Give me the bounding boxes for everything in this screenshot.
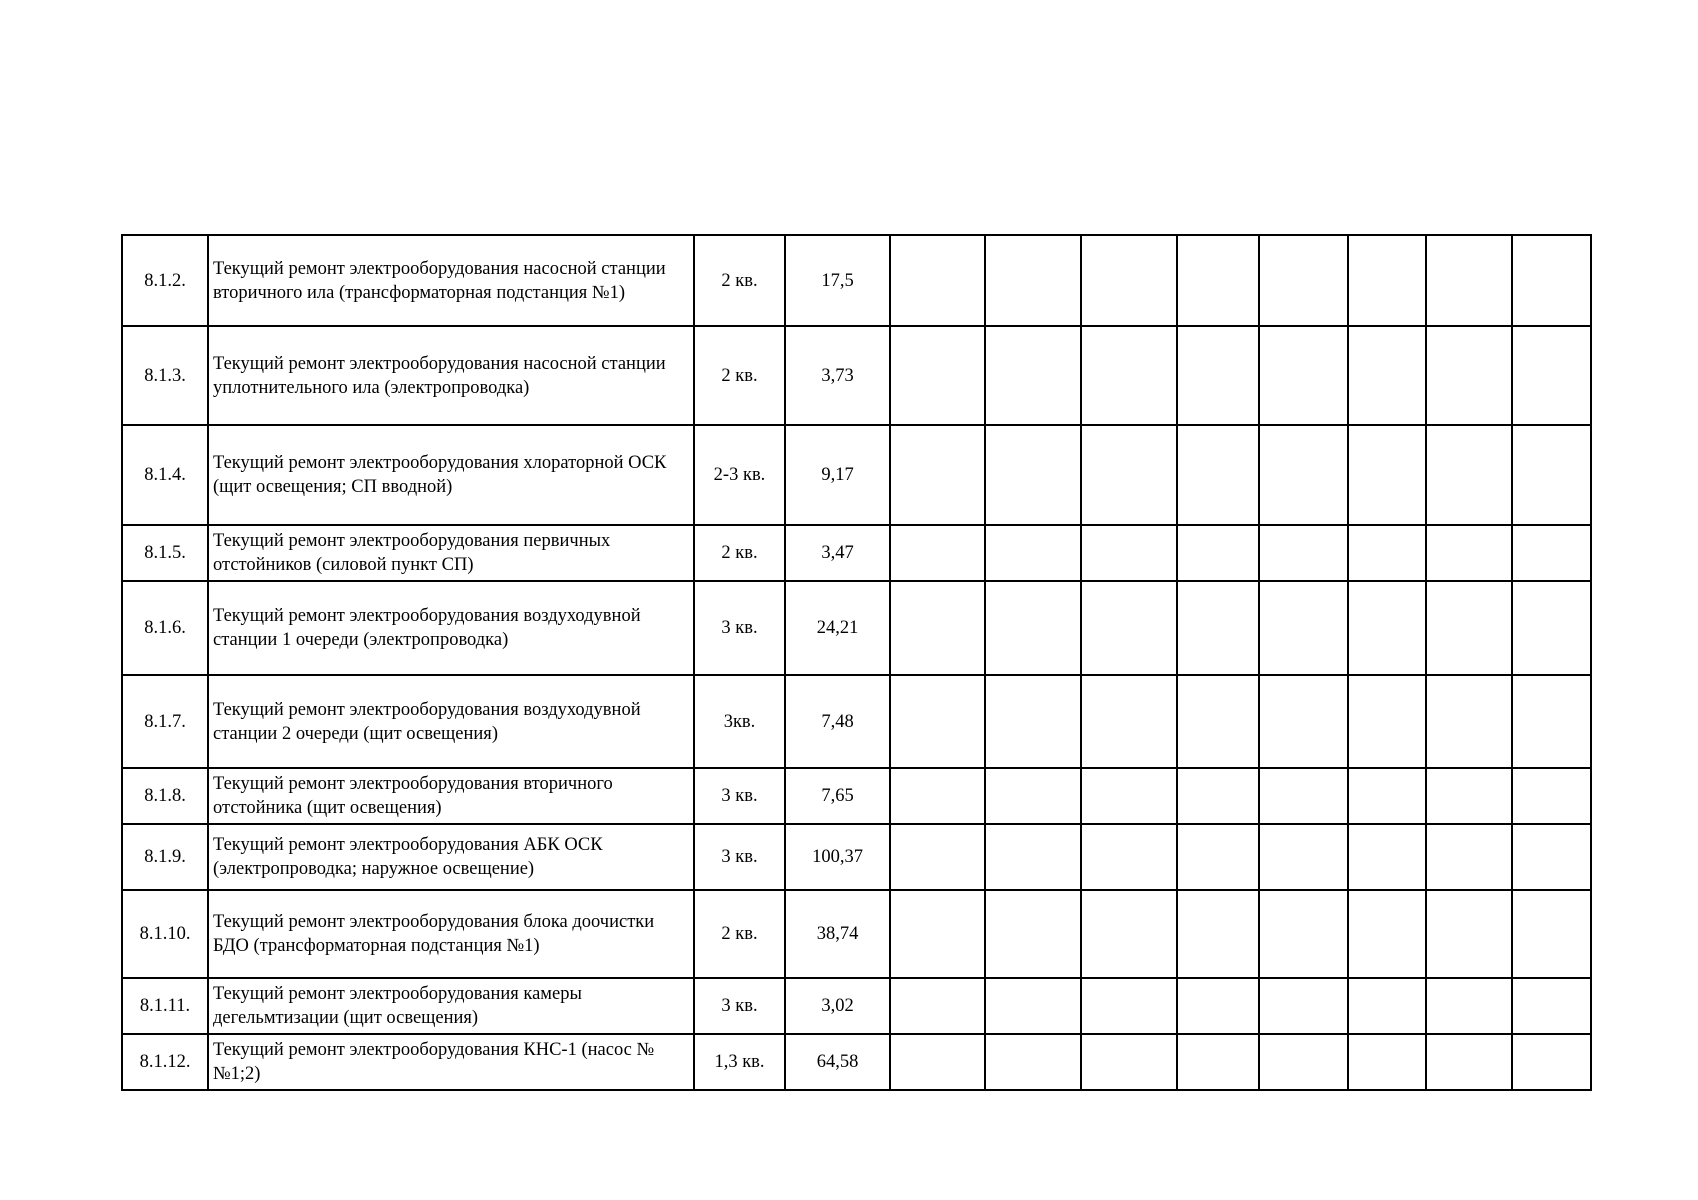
work-amount: 7,65 [785, 768, 890, 824]
row-number: 8.1.11. [122, 978, 208, 1034]
empty-cell [1348, 581, 1426, 675]
row-number: 8.1.3. [122, 326, 208, 425]
empty-cell [1426, 890, 1512, 978]
work-description: Текущий ремонт электрооборудования хлораторной ОСК (щит освещения; СП вводной) [208, 425, 694, 525]
empty-cell [1259, 525, 1348, 581]
empty-cell [1259, 675, 1348, 768]
table-row [122, 978, 1591, 1034]
empty-cell [985, 824, 1081, 890]
table-row [122, 326, 1591, 425]
empty-cell [1177, 675, 1259, 768]
empty-cell [890, 235, 985, 326]
empty-cell [1426, 675, 1512, 768]
empty-cell [1081, 890, 1177, 978]
empty-cell [985, 581, 1081, 675]
empty-cell [985, 326, 1081, 425]
work-amount: 3,47 [785, 525, 890, 581]
empty-cell [1177, 326, 1259, 425]
empty-cell [985, 768, 1081, 824]
work-period: 2 кв. [694, 326, 785, 425]
row-number: 8.1.5. [122, 525, 208, 581]
work-description: Текущий ремонт электрооборудования камеры дегельмтизации (щит освещения) [208, 978, 694, 1034]
empty-cell [985, 978, 1081, 1034]
work-amount: 100,37 [785, 824, 890, 890]
empty-cell [1177, 768, 1259, 824]
empty-cell [1512, 768, 1591, 824]
table-row [122, 525, 1591, 581]
empty-cell [985, 890, 1081, 978]
empty-cell [1177, 425, 1259, 525]
empty-cell [1081, 768, 1177, 824]
work-description: Текущий ремонт электрооборудования воздуходувной станции 1 очереди (электропроводка) [208, 581, 694, 675]
empty-cell [985, 675, 1081, 768]
empty-cell [1081, 824, 1177, 890]
empty-cell [1512, 326, 1591, 425]
empty-cell [1177, 978, 1259, 1034]
row-number: 8.1.8. [122, 768, 208, 824]
work-description: Текущий ремонт электрооборудования насосной станции вторичного ила (трансформаторная подстанция №1) [208, 235, 694, 326]
work-description: Текущий ремонт электрооборудования КНС-1 (насос №№1;2) [208, 1034, 694, 1090]
work-description: Текущий ремонт электрооборудования блока доочистки БДО (трансформаторная подстанция №1) [208, 890, 694, 978]
work-amount: 38,74 [785, 890, 890, 978]
empty-cell [890, 525, 985, 581]
empty-cell [1426, 326, 1512, 425]
empty-cell [1512, 824, 1591, 890]
empty-cell [890, 768, 985, 824]
empty-cell [1348, 768, 1426, 824]
work-period: 2-3 кв. [694, 425, 785, 525]
empty-cell [890, 675, 985, 768]
work-description: Текущий ремонт электрооборудования насосной станции уплотнительного ила (электропроводка) [208, 326, 694, 425]
empty-cell [1081, 1034, 1177, 1090]
work-period: 3 кв. [694, 581, 785, 675]
empty-cell [1512, 581, 1591, 675]
empty-cell [1426, 525, 1512, 581]
empty-cell [1259, 890, 1348, 978]
empty-cell [1177, 581, 1259, 675]
table-row [122, 581, 1591, 675]
work-period: 3кв. [694, 675, 785, 768]
empty-cell [1081, 525, 1177, 581]
row-number: 8.1.9. [122, 824, 208, 890]
empty-cell [1348, 824, 1426, 890]
works-table [121, 234, 1592, 1091]
empty-cell [890, 326, 985, 425]
empty-cell [1177, 824, 1259, 890]
empty-cell [1348, 1034, 1426, 1090]
row-number: 8.1.6. [122, 581, 208, 675]
work-period: 2 кв. [694, 235, 785, 326]
empty-cell [1259, 978, 1348, 1034]
empty-cell [1426, 824, 1512, 890]
work-period: 1,3 кв. [694, 1034, 785, 1090]
row-number: 8.1.7. [122, 675, 208, 768]
empty-cell [1426, 425, 1512, 525]
row-number: 8.1.10. [122, 890, 208, 978]
empty-cell [890, 425, 985, 525]
empty-cell [1259, 326, 1348, 425]
work-amount: 7,48 [785, 675, 890, 768]
work-period: 3 кв. [694, 768, 785, 824]
table-row [122, 768, 1591, 824]
empty-cell [1081, 978, 1177, 1034]
empty-cell [1348, 978, 1426, 1034]
work-amount: 9,17 [785, 425, 890, 525]
row-number: 8.1.2. [122, 235, 208, 326]
empty-cell [1426, 1034, 1512, 1090]
empty-cell [1177, 890, 1259, 978]
empty-cell [1177, 235, 1259, 326]
empty-cell [1259, 1034, 1348, 1090]
work-amount: 24,21 [785, 581, 890, 675]
table-row [122, 235, 1591, 326]
work-amount: 17,5 [785, 235, 890, 326]
empty-cell [985, 235, 1081, 326]
empty-cell [1512, 235, 1591, 326]
empty-cell [1512, 525, 1591, 581]
empty-cell [985, 525, 1081, 581]
empty-cell [1348, 890, 1426, 978]
empty-cell [1081, 235, 1177, 326]
work-period: 2 кв. [694, 890, 785, 978]
work-period: 3 кв. [694, 824, 785, 890]
work-description: Текущий ремонт электрооборудования воздуходувной станции 2 очереди (щит освещения) [208, 675, 694, 768]
work-amount: 3,73 [785, 326, 890, 425]
empty-cell [1081, 581, 1177, 675]
empty-cell [1348, 425, 1426, 525]
empty-cell [1259, 768, 1348, 824]
empty-cell [1348, 235, 1426, 326]
table-row [122, 890, 1591, 978]
empty-cell [985, 1034, 1081, 1090]
empty-cell [1348, 326, 1426, 425]
empty-cell [1177, 525, 1259, 581]
empty-cell [890, 824, 985, 890]
empty-cell [1348, 525, 1426, 581]
work-description: Текущий ремонт электрооборудования вторичного отстойника (щит освещения) [208, 768, 694, 824]
work-period: 2 кв. [694, 525, 785, 581]
row-number: 8.1.4. [122, 425, 208, 525]
work-description: Текущий ремонт электрооборудования первичных отстойников (силовой пункт СП) [208, 525, 694, 581]
empty-cell [890, 890, 985, 978]
empty-cell [1426, 978, 1512, 1034]
table-row [122, 675, 1591, 768]
empty-cell [1426, 768, 1512, 824]
empty-cell [1512, 675, 1591, 768]
empty-cell [1259, 824, 1348, 890]
empty-cell [1512, 978, 1591, 1034]
work-amount: 64,58 [785, 1034, 890, 1090]
empty-cell [1259, 425, 1348, 525]
table-row [122, 425, 1591, 525]
empty-cell [890, 978, 985, 1034]
work-amount: 3,02 [785, 978, 890, 1034]
work-description: Текущий ремонт электрооборудования АБК ОСК (электропроводка; наружное освещение) [208, 824, 694, 890]
table-row [122, 824, 1591, 890]
row-number: 8.1.12. [122, 1034, 208, 1090]
empty-cell [1177, 1034, 1259, 1090]
empty-cell [1081, 326, 1177, 425]
work-period: 3 кв. [694, 978, 785, 1034]
empty-cell [1426, 235, 1512, 326]
empty-cell [1081, 675, 1177, 768]
empty-cell [890, 1034, 985, 1090]
empty-cell [1512, 425, 1591, 525]
empty-cell [1348, 675, 1426, 768]
empty-cell [1512, 890, 1591, 978]
empty-cell [1512, 1034, 1591, 1090]
empty-cell [890, 581, 985, 675]
empty-cell [1259, 235, 1348, 326]
empty-cell [1426, 581, 1512, 675]
empty-cell [1081, 425, 1177, 525]
empty-cell [985, 425, 1081, 525]
empty-cell [1259, 581, 1348, 675]
table-row [122, 1034, 1591, 1090]
